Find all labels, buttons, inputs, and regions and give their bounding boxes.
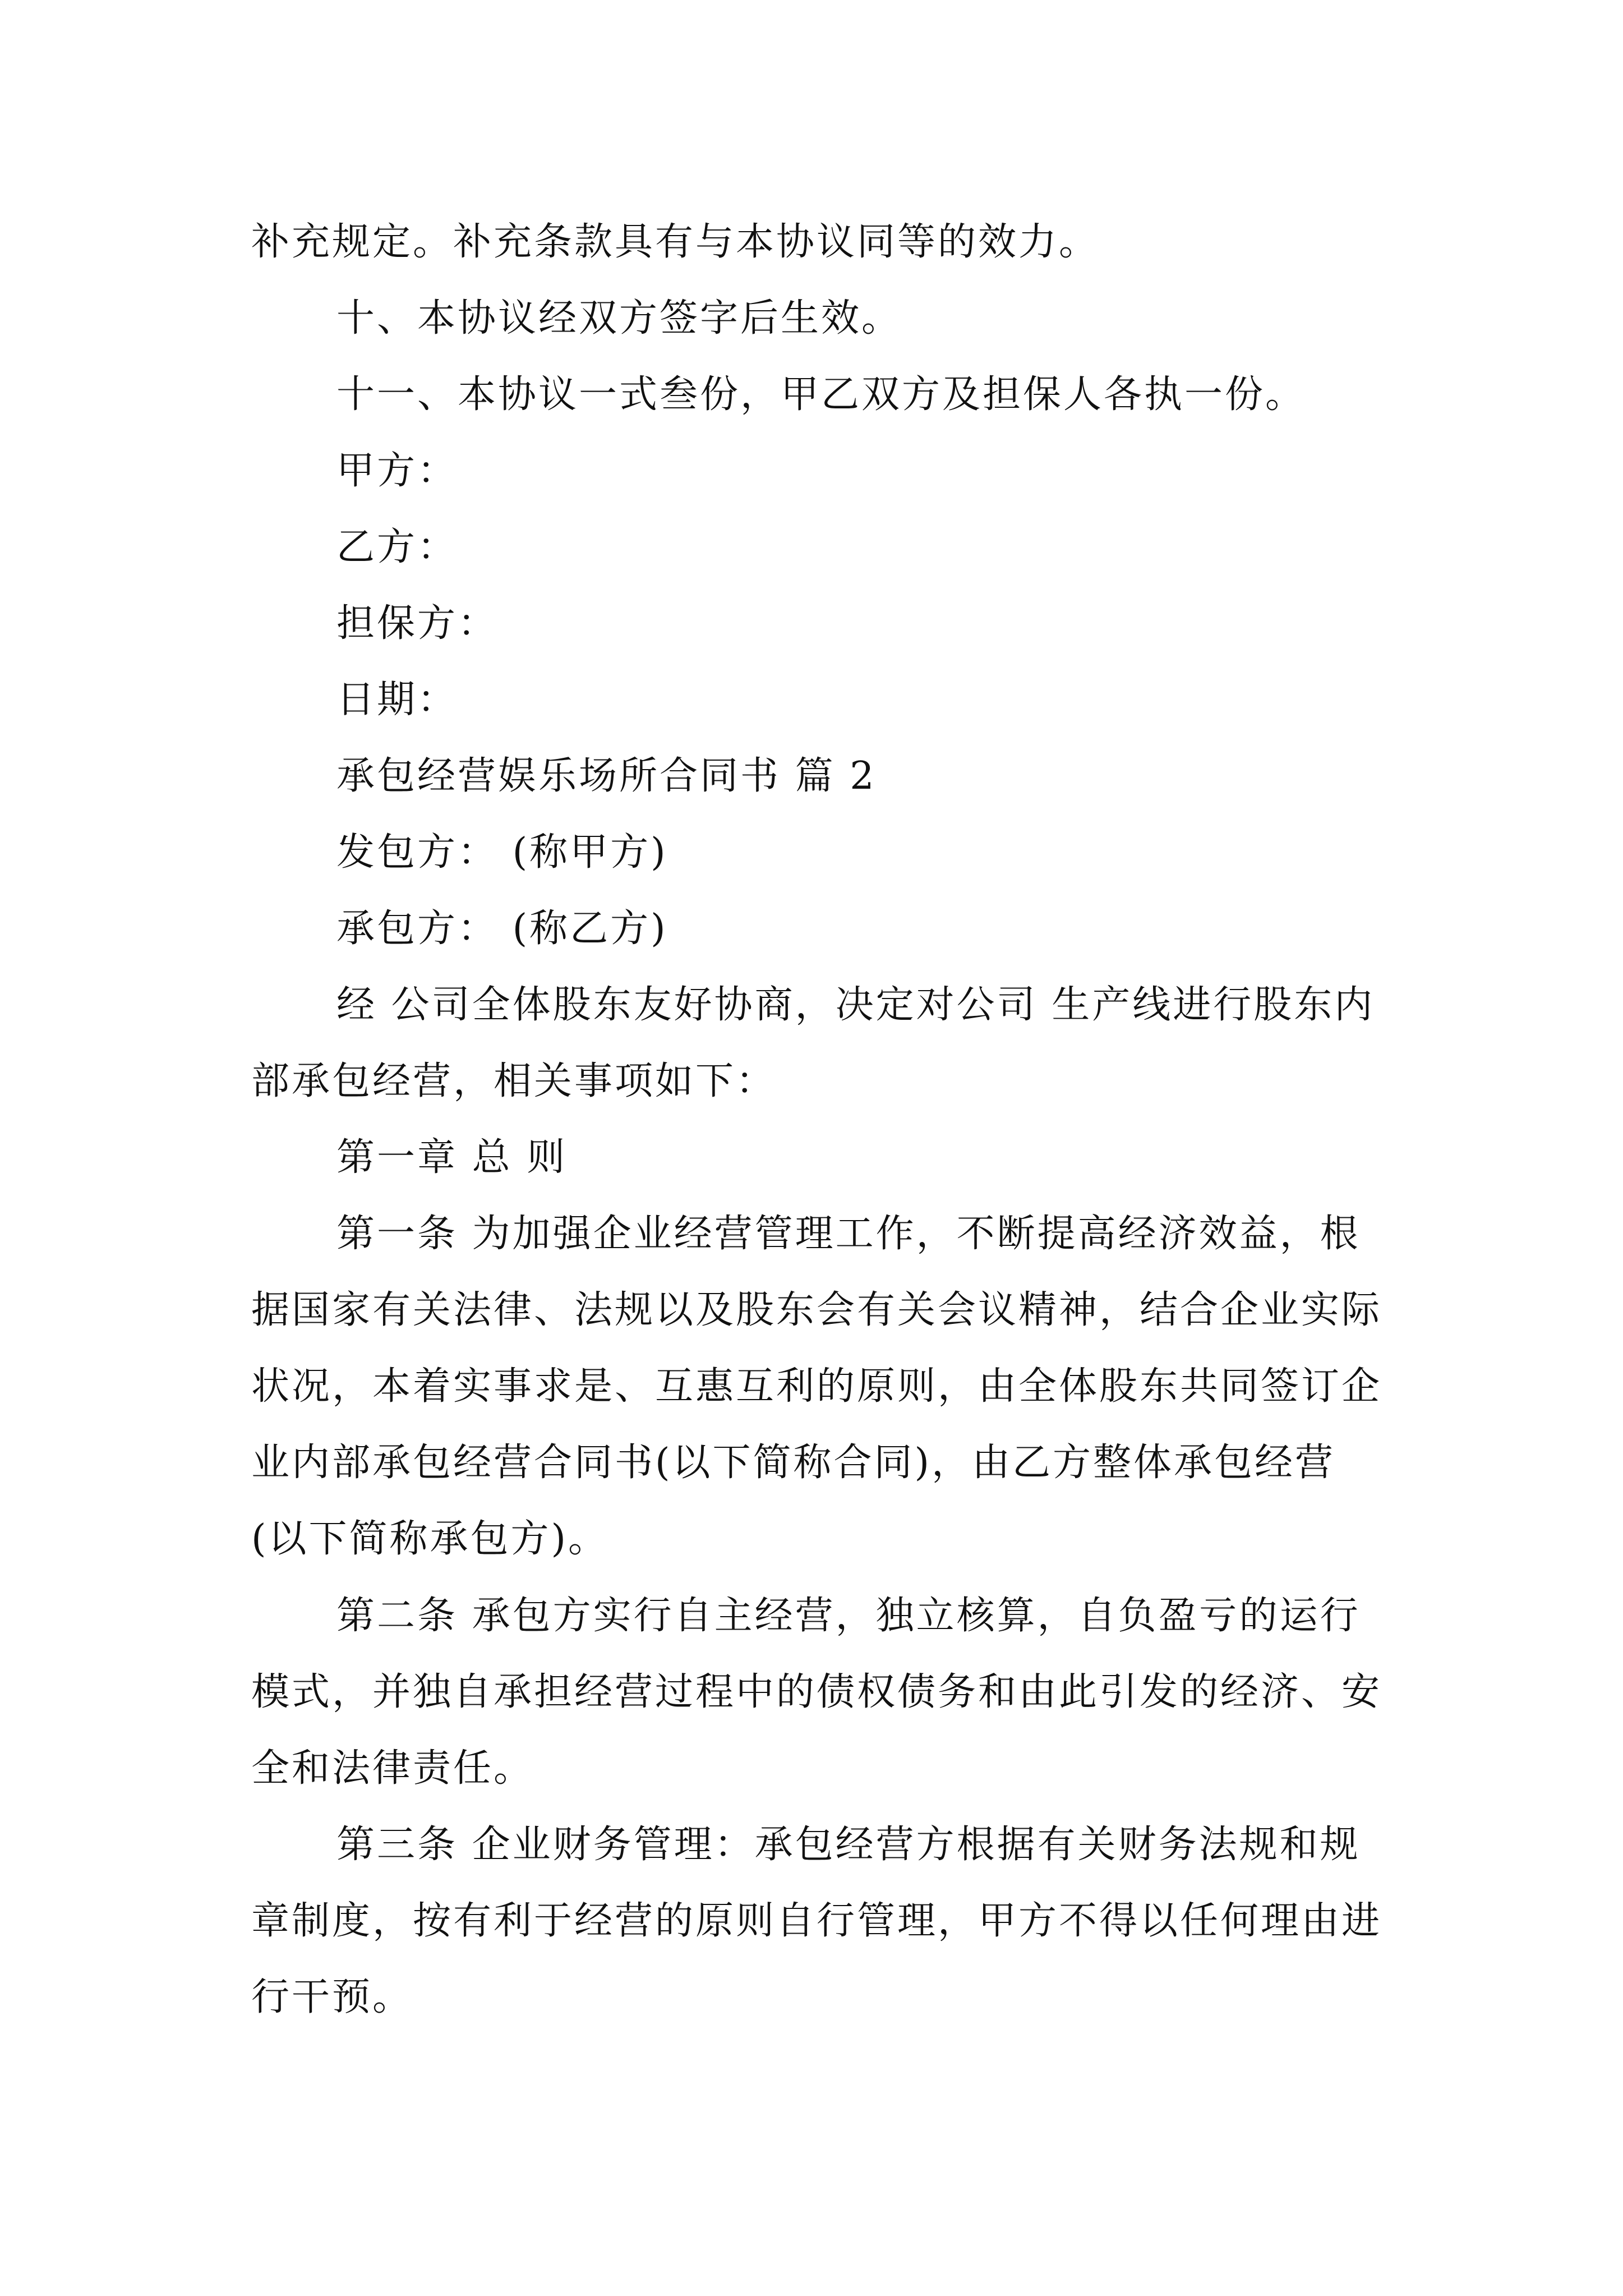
party-a-signature-line: 甲方： <box>336 449 458 493</box>
article-one: 第一条 为加强企业经营管理工作，不断提高经济效益，根据国家有关法律、法规以及股东会有关会议精神，结合企业实际状况，本着实事求是、互惠互利的原则，由全体股东共同签订企业内部承包经营合同书(以下简称合同)，由乙方整体承包经营(以下简称承包方)。 <box>251 1212 1382 1561</box>
chapter-heading: 第一章 总 则 <box>336 1135 568 1180</box>
paragraph-continuation: 补充规定。补充条款具有与本协议同等的效力。 <box>251 220 1100 264</box>
clause-eleven: 十一、本协议一式叁份，甲乙双方及担保人各执一份。 <box>336 372 1306 417</box>
party-b-signature-line: 乙方： <box>336 525 458 569</box>
intro-paragraph: 经 公司全体股东友好协商，决定对公司 生产线进行股东内部承包经营，相关事项如下： <box>251 983 1375 1103</box>
article-two: 第二条 承包方实行自主经营，独立核算，自负盈亏的运行模式，并独自承担经营过程中的债权债务和由此引发的经济、安全和法律责任。 <box>251 1594 1382 1791</box>
date-line: 日期： <box>336 678 458 722</box>
guarantor-signature-line: 担保方： <box>336 601 499 646</box>
contractor-line: 承包方： (称乙方) <box>336 907 668 951</box>
article-three: 第三条 企业财务管理：承包经营方根据有关财务法规和规章制度，按有利于经营的原则自行管理，甲方不得以任何理由进行干预。 <box>251 1823 1382 2019</box>
contractor-issuer-line: 发包方： (称甲方) <box>336 830 668 875</box>
clause-ten: 十、本协议经双方签字后生效。 <box>336 296 902 341</box>
section-title: 承包经营娱乐场所合同书 篇 2 <box>336 754 877 798</box>
